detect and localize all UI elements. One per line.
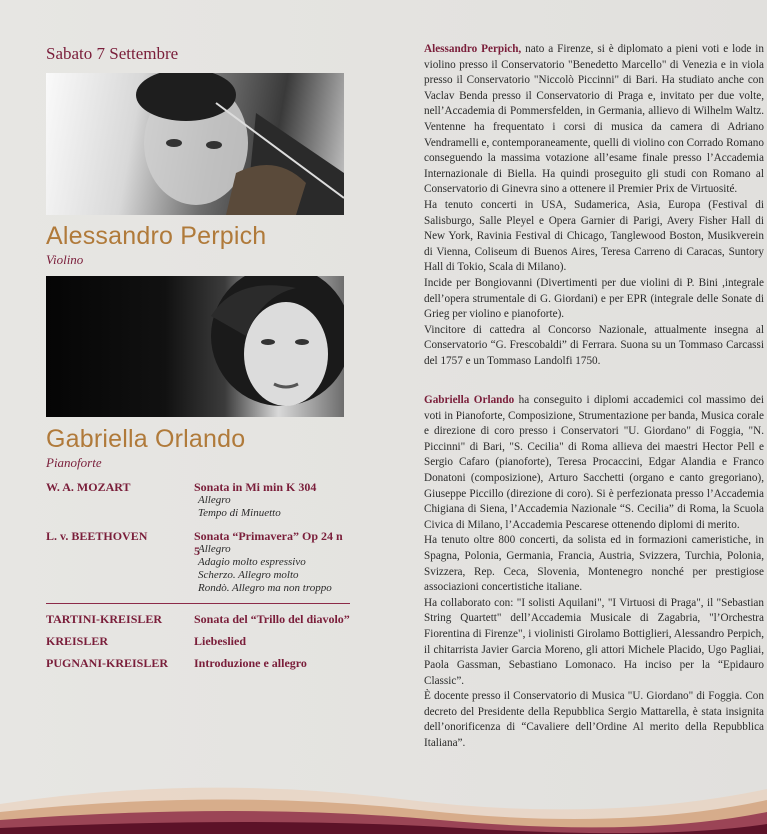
bio-text: ha conseguito i diplomi accademici col massimo dei voti in Pianoforte, Composizione, Strumentazione per banda, Musica corale e direzione di coro presso i Conservatori "U. Giordano" di Foggia, "N. Piccinni" di Bari, "S. Cecilia" di Roma allieva dei maestri Hector Pell e Sergio Cafaro (pianoforte), Teresa Procaccini, Edgar Alandia e Franco Donatoni (composizione), Arturo Sacchetti (organo e canto gregoriano), Giuseppe Piccillo (direzione di coro). Si è perfezionata presso l’Accademia Chigiana di Siena, l’Accademia Nazionale “S. Cecilia” di Roma, la Scuola Civica di Milano, l’Accademia Pescarese ottenendo diplomi di merito. [424,394,764,531]
performer-name-piano: Gabriella Orlando [46,425,246,453]
performer-role-piano: Pianoforte [46,455,102,470]
program-composer: L. v. BEETHOVEN [46,529,148,543]
bio-name: Gabriella Orlando [424,394,515,406]
program-composer: KREISLER [46,634,109,648]
program-composer: W. A. MOZART [46,480,131,494]
program-divider [46,603,350,604]
bio-text: Ha tenuto concerti in USA, Sudamerica, Asia, Europa (Festival di Salisburgo, Salle Pleyel e Opera Garnier di Parigi, Avery Fisher Hall di New York, Ravinia Festival di Chicago, Tanglewood Boston, Musikverein di Vienna, Coliseum di Buenos Aires, Teresa Carreno di Caracas, Suntory Hall di Tokio, Scala di Milano). [424,198,764,274]
bio-text: Ha collaborato con: "I solisti Aquilani", "I Virtuosi di Praga", il "Sebastian String Quartett" dell’Accademia Musicale di Zagabria, "l’Orchestra Fiorentina di Firenze", i violinisti Girolamo Bottiglieri, Alessandro Perpich, il chitarrista Javier Garcia Moreno, gli attori Michele Placido, Ugo Pagliai, Paola Gassman, Sebastiano Lomonaco. Ha inciso per la “Epidauro Classic”. [424,596,764,687]
bio-text: Vincitore di cattedra al Concorso Nazionale, attualmente insegna al Conservatorio “G. Frescobaldi” di Ferrara. Suona su un Tommaso Carcassi del 1757 e un Tommaso Landolfi 1750. [424,323,764,367]
program-movement: Rondò. Allegro ma non troppo [198,582,332,594]
program-work: Sonata in Mi min K 304 [194,480,317,494]
bio-text: Incide per Bongiovanni (Divertimenti per due violini di P. Bini ,integrale dell’opera strumentale di G. Giordani) e per EPR (integrale delle Sonate di Grieg per violino e pianoforte). [424,276,764,321]
bio-violinist [424,42,764,369]
program-work: Sonata del “Trillo del diavolo” [194,612,350,626]
program-work: Introduzione e allegro [194,656,307,670]
bio-pianist [424,393,764,752]
decorative-wave [0,754,767,834]
performer-role-violin: Violino [46,252,84,267]
concert-date: Sabato 7 Settembre [46,44,179,63]
violinist-photo [46,73,344,215]
program-movement: Allegro [198,543,231,555]
program-movement: Scherzo. Allegro molto [198,569,299,581]
program-movement: Adagio molto espressivo [198,556,306,568]
program-movement: Tempo di Minuetto [198,507,281,519]
bio-text: Ha tenuto oltre 800 concerti, da solista ed in formazioni cameristiche, in Spagna, Polonia, Germania, Francia, Austria, Svizzera, Turchia, Polonia, Svizzera, Rep. Ceca, Slovenia, Montenegro nonché per prestigiose associazioni concertistiche italiane. [424,534,764,594]
bio-text: È docente presso il Conservatorio di Musica "U. Giordano" di Foggia. Con decreto del Presidente della Repubblica Sergio Mattarella, è stata insignita dell’onorificenza di “Cavaliere dell’Ordine Al merito della Repubblica Italiana”. [424,690,764,750]
program-movement: Allegro [198,494,231,506]
program-work: Liebeslied [194,634,247,648]
program-composer: TARTINI-KREISLER [46,612,163,626]
program-composer: PUGNANI-KREISLER [46,656,169,670]
pianist-photo [46,276,344,417]
bio-name: Alessandro Perpich, [424,43,522,55]
program-work: Sonata “Primavera” Op 24 n 5 [194,529,343,558]
bio-text: nato a Firenze, si è diplomato a pieni voti e lode in violino presso il Conservatorio "Benedetto Marcello" di Venezia e in viola presso il Conservatorio "Niccolò Piccinni" di Bari. Ha studiato anche con Vaclav Benda presso il Conservatorio di Praga e, invitato per due volte, nell’Accademia di Pommersfelden, in Germania, allievo di Wilhelm Waltz. Ventenne ha frequentato i corsi di musica da camera di Adriano Vendramelli e, contemporaneamente, quelli di violino con Corrado Romano conseguendo la massima votazione all’esame finale presso l’Accademia Internazionale di Biella. Ha quindi proseguito gli studi con Romano al Conservatorio di Ginevra sino a ottenere il Premier Prix de Virtuosité. [424,43,764,196]
performer-name-violin: Alessandro Perpich [46,222,267,250]
